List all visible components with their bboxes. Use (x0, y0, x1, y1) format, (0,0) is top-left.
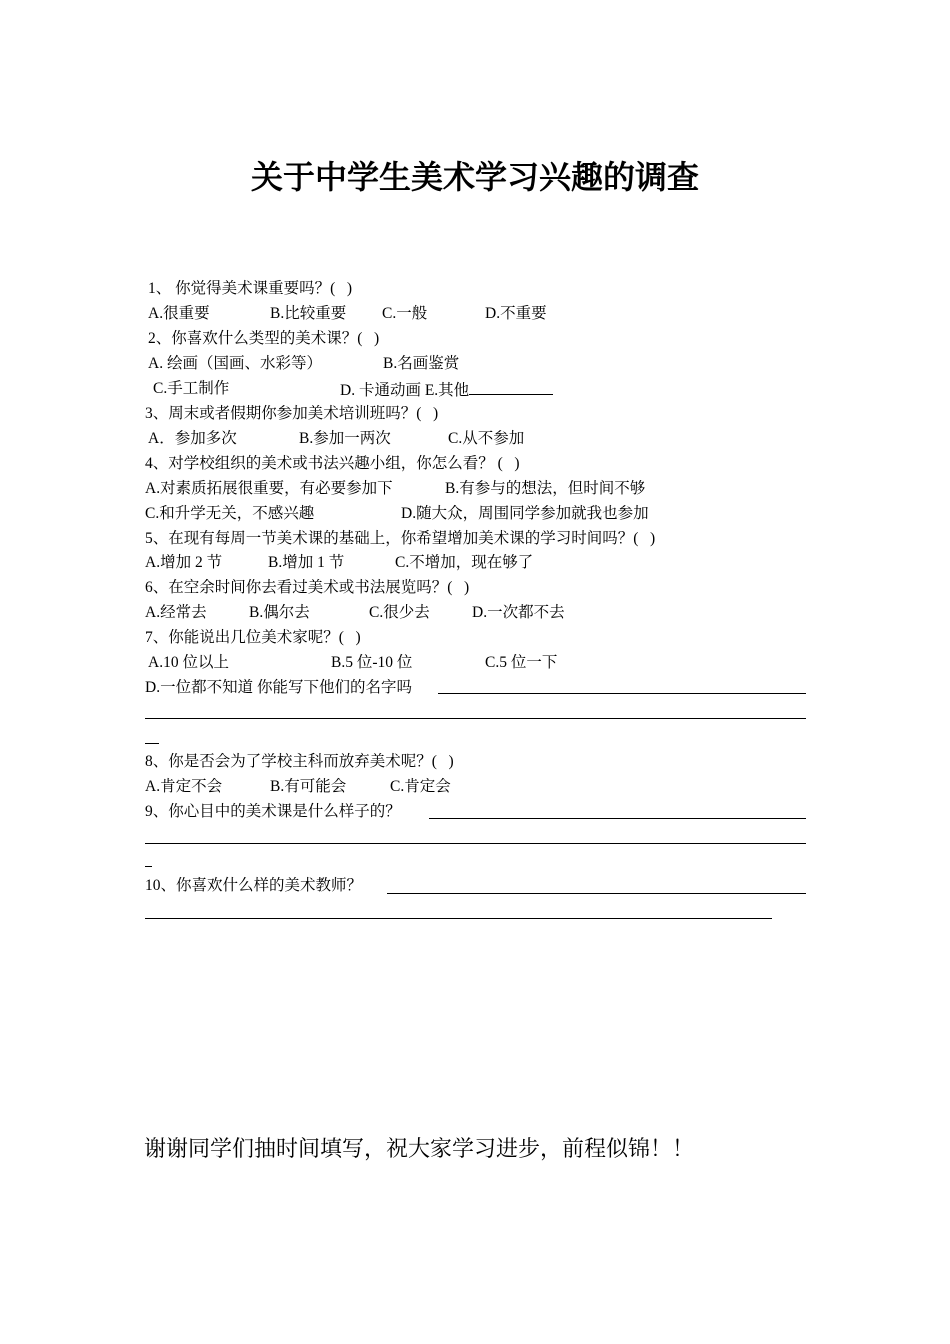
thank-you-message: 谢谢同学们抽时间填写，祝大家学习进步，前程似锦！！ (144, 1137, 695, 1162)
question-2-option-c: C.手工制作 (153, 380, 230, 397)
question-5-option-b: B.增加 1 节 (268, 554, 345, 571)
question-6: 6、在空余时间你去看过美术或书法展览吗？( ) (145, 579, 470, 596)
question-3-option-a: A．参加多次 (148, 430, 237, 447)
question-6-option-b: B.偶尔去 (249, 604, 310, 621)
question-9: 9、你心目中的美术课是什么样子的？ (145, 803, 401, 820)
question-4-option-c: C.和升学无关，不感兴趣 (145, 505, 315, 522)
names-answer-line-3[interactable] (145, 743, 159, 744)
question-1: 1、 你觉得美术课重要吗？( ) (148, 280, 353, 297)
question-3-option-c: C.从不参加 (448, 430, 525, 447)
question-5: 5、在现有每周一节美术课的基础上，你希望增加美术课的学习时间吗？( ) (145, 530, 656, 547)
question-1-option-d: D.不重要 (485, 305, 547, 322)
names-answer-line-1[interactable] (438, 693, 806, 694)
question-2-option-b: B.名画鉴赏 (383, 355, 460, 372)
q9-answer-line-2[interactable] (145, 843, 806, 844)
question-7-option-a: A.10 位以上 (148, 654, 229, 671)
question-7: 7、你能说出几位美术家呢？( ) (145, 629, 361, 646)
question-4-option-d: D.随大众，周围同学参加就我也参加 (401, 505, 649, 522)
question-4: 4、对学校组织的美术或书法兴趣小组，你怎么看？ ( ) (145, 455, 520, 472)
question-5-option-c: C.不增加，现在够了 (395, 554, 534, 571)
question-1-option-b: B.比较重要 (270, 305, 347, 322)
q10-answer-line-2[interactable] (145, 918, 772, 919)
question-5-option-a: A.增加 2 节 (145, 554, 223, 571)
question-7-option-b: B.5 位-10 位 (331, 654, 413, 671)
q9-answer-line-3[interactable] (145, 866, 152, 867)
question-1-option-a: A.很重要 (148, 305, 210, 322)
question-7-option-c: C.5 位一下 (485, 654, 558, 671)
other-answer-blank[interactable] (469, 379, 553, 395)
question-4-option-b: B.有参与的想法，但时间不够 (445, 480, 646, 497)
question-8-option-a: A.肯定不会 (145, 778, 223, 795)
question-3: 3、周末或者假期你参加美术培训班吗？( ) (145, 405, 439, 422)
question-8: 8、你是否会为了学校主科而放弃美术呢？( ) (145, 753, 454, 770)
question-6-option-c: C.很少去 (369, 604, 430, 621)
question-2: 2、你喜欢什么类型的美术课？( ) (148, 330, 380, 347)
question-6-option-a: A.经常去 (145, 604, 207, 621)
question-6-option-d: D.一次都不去 (472, 604, 565, 621)
question-1-option-c: C.一般 (382, 305, 428, 322)
question-10: 10、你喜欢什么样的美术教师？ (145, 877, 363, 894)
question-4-option-a: A.对素质拓展很重要，有必要参加下 (145, 480, 393, 497)
names-answer-line-2[interactable] (145, 718, 806, 719)
question-8-option-b: B.有可能会 (270, 778, 347, 795)
page-title: 关于中学生美术学习兴趣的调查 (250, 158, 699, 196)
question-8-option-c: C.肯定会 (390, 778, 451, 795)
question-2-option-d (340, 379, 553, 401)
question-2-option-a: A. 绘画（国画、水彩等） (148, 355, 322, 372)
q10-answer-line-1[interactable] (387, 893, 806, 894)
question-3-option-b: B.参加一两次 (299, 430, 391, 447)
question-2-option-d-label: D. 卡通动画 E.其他 (340, 382, 470, 399)
q9-answer-line-1[interactable] (429, 818, 806, 819)
question-7-option-d: D.一位都不知道 你能写下他们的名字吗 (145, 679, 412, 696)
